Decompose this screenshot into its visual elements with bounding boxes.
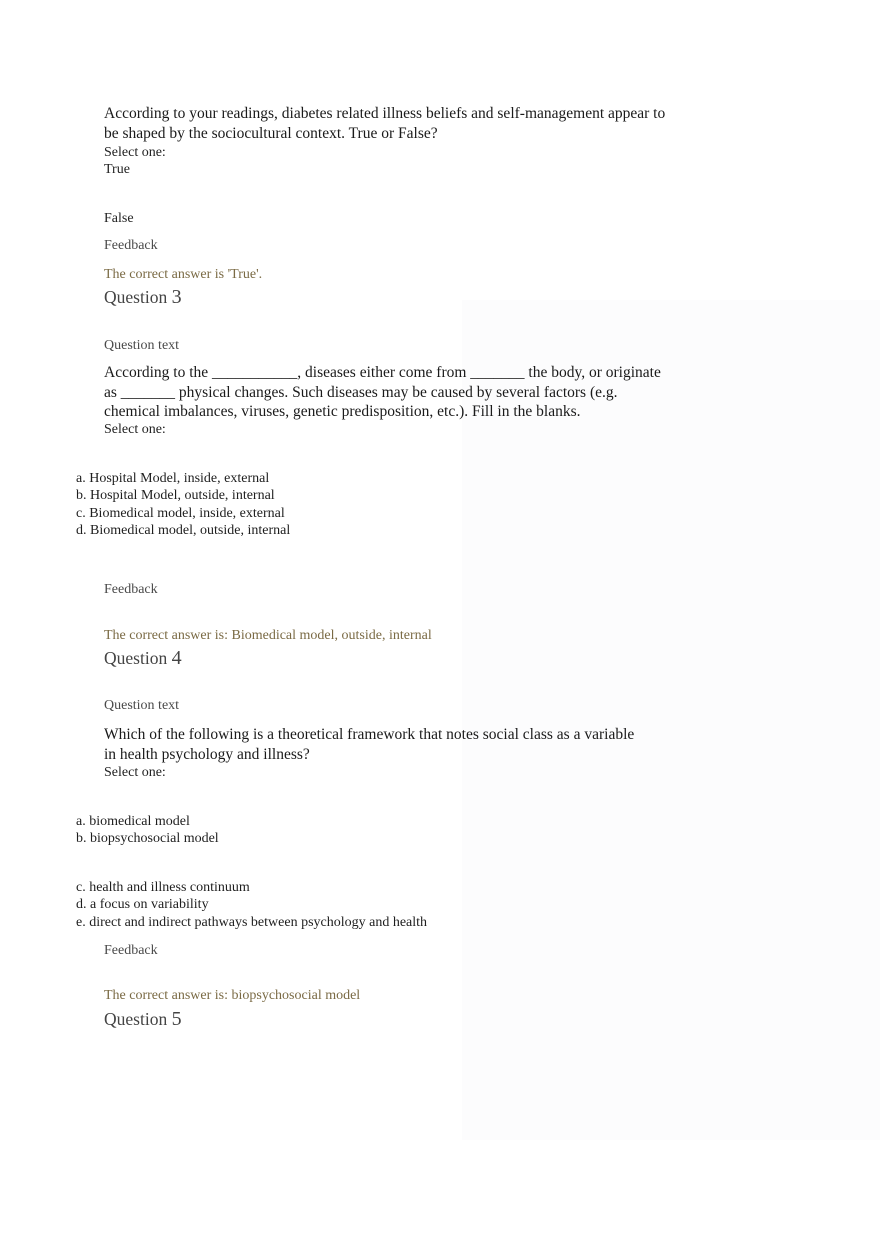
q2-option-true[interactable]: True — [104, 162, 130, 177]
page-background-tint — [462, 300, 880, 1140]
q4-title — [104, 647, 182, 669]
q4-options-list-2 — [76, 879, 427, 931]
q2-question-text — [104, 104, 665, 143]
q2-correct-answer: The correct answer is 'True'. — [104, 267, 263, 282]
q3-select-one: Select one: — [104, 422, 166, 437]
q5-title — [104, 1008, 182, 1030]
q3-text-line: According to the ___________, diseases either come from _______ the body, or originate — [104, 364, 661, 381]
q4-title-word: Question — [104, 648, 168, 668]
q3-option-c[interactable]: c. Biomedical model, inside, external — [76, 505, 285, 521]
q2-text-line: According to your readings, diabetes related illness beliefs and self-management appear to — [104, 105, 666, 122]
q5-title-word: Question — [104, 1009, 168, 1029]
q4-option-e[interactable]: e. direct and indirect pathways between psychology and health — [76, 914, 428, 930]
q3-text-line: chemical imbalances, viruses, genetic predisposition, etc.). Fill in the blanks. — [104, 403, 581, 420]
q3-title — [104, 286, 182, 308]
q4-option-d[interactable]: d. a focus on variability — [76, 897, 209, 913]
q4-options-list-1 — [76, 813, 219, 848]
q2-select-one: Select one: — [104, 145, 166, 160]
q2-feedback-label: Feedback — [104, 238, 158, 253]
q3-correct-answer: The correct answer is: Biomedical model, outside, internal — [104, 628, 432, 643]
q5-title-number: 5 — [171, 1008, 182, 1030]
q2-option-false[interactable]: False — [104, 211, 134, 226]
q2-text-line: be shaped by the sociocultural context. True or False? — [104, 124, 438, 142]
q4-feedback-label: Feedback — [104, 943, 158, 958]
q4-option-b[interactable]: b. biopsychosocial model — [76, 831, 219, 847]
q4-text-line: Which of the following is a theoretical framework that notes social class as a variable — [104, 726, 635, 743]
q3-title-word: Question — [104, 287, 168, 307]
q3-title-number: 3 — [171, 286, 182, 308]
q3-option-a[interactable]: a. Hospital Model, inside, external — [76, 471, 270, 486]
q4-text-line: in health psychology and illness? — [104, 745, 310, 763]
q4-option-a[interactable]: a. biomedical model — [76, 814, 190, 829]
q4-select-one: Select one: — [104, 765, 166, 780]
q3-question-text-label: Question text — [104, 338, 180, 353]
q3-question-text — [104, 363, 661, 422]
q3-options-list — [76, 470, 290, 539]
q3-option-d[interactable]: d. Biomedical model, outside, internal — [76, 522, 291, 538]
q4-option-c[interactable]: c. health and illness continuum — [76, 880, 250, 895]
q4-question-text — [104, 725, 634, 764]
q4-title-number: 4 — [171, 647, 182, 669]
q4-question-text-label: Question text — [104, 698, 180, 713]
q3-text-line: as _______ physical changes. Such diseases may be caused by several factors (e.g. — [104, 383, 618, 401]
q3-feedback-label: Feedback — [104, 582, 158, 597]
q3-option-b[interactable]: b. Hospital Model, outside, internal — [76, 488, 275, 504]
q4-correct-answer: The correct answer is: biopsychosocial model — [104, 988, 361, 1003]
